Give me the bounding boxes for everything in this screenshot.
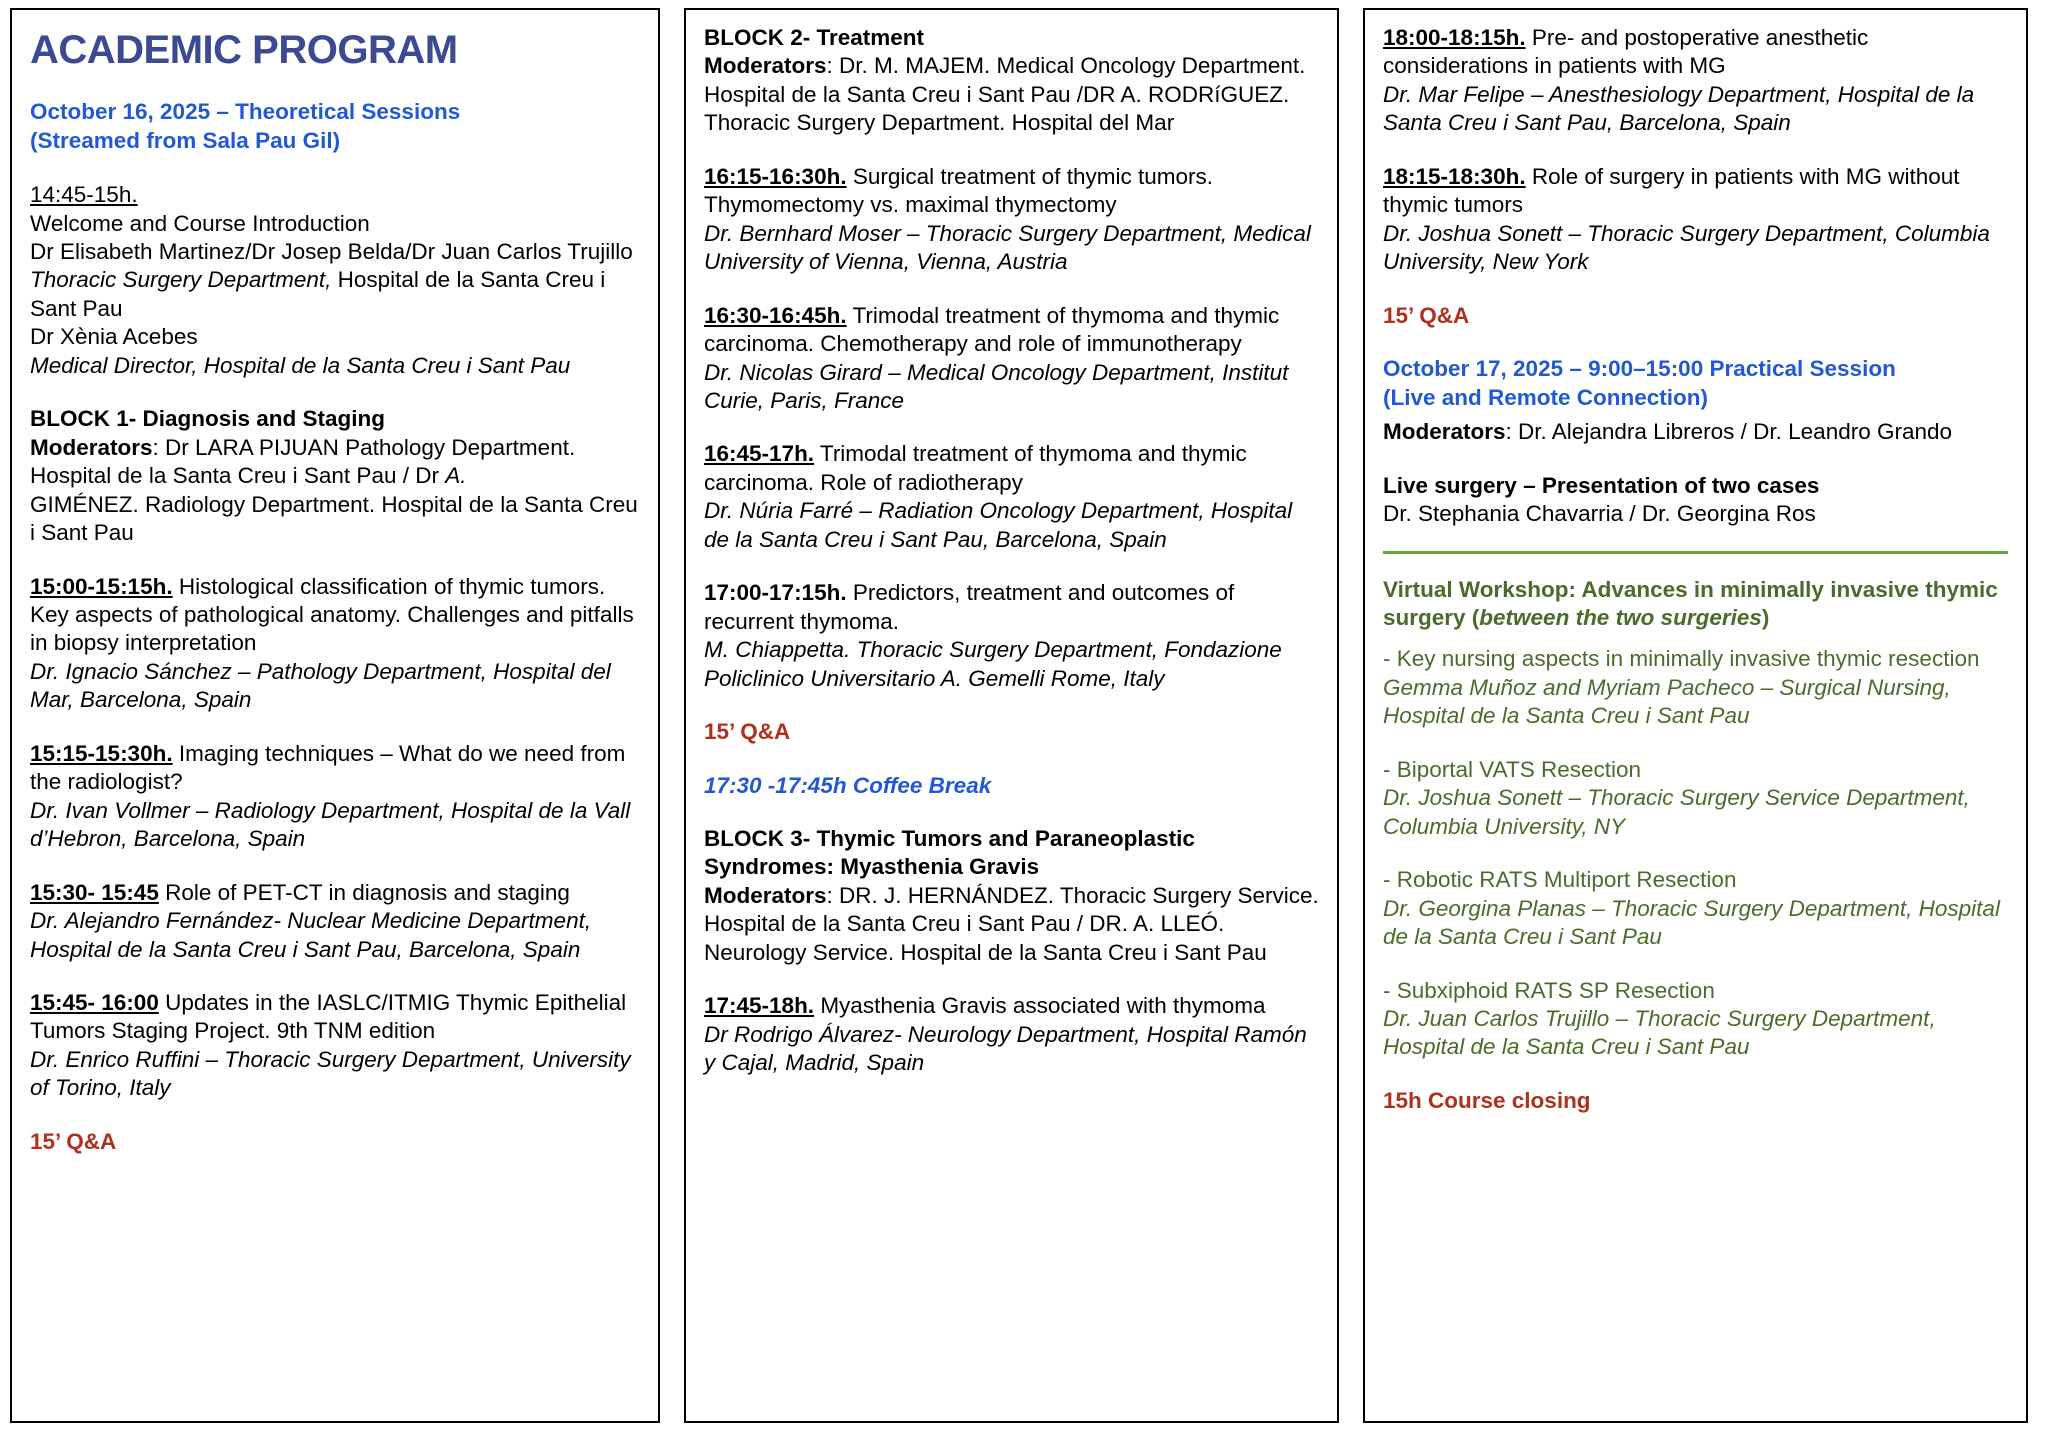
talk-item: [1383, 24, 2008, 138]
day2-moderators-text: : Dr. Alejandra Libreros / Dr. Leandro Grando: [1505, 419, 1953, 445]
talk-title-line: [30, 989, 640, 1046]
workshop-item-speaker: Dr. Juan Carlos Trujillo – Thoracic Surgery Department, Hospital de la Santa Creu i Sant Pau: [1383, 1006, 1936, 1060]
talk-title: Role of PET-CT in diagnosis and staging: [158, 879, 570, 905]
talk-item: [1383, 163, 2008, 277]
talk-item: [30, 879, 640, 964]
block2-moderators-label: Moderators: [704, 53, 827, 79]
talk-title-line: [704, 440, 1319, 497]
workshop-item: [1383, 977, 2008, 1062]
talk-title: Trimodal treatment of thymoma and thymic carcinoma. Chemotherapy and role of immunotherapy: [704, 302, 1280, 357]
block2-section: [704, 24, 1319, 138]
page-title: ACADEMIC PROGRAM: [30, 28, 458, 72]
talk-title-line: [30, 879, 640, 907]
welcome-session: [30, 181, 640, 380]
spacer: [30, 1103, 640, 1128]
talk-title-line: [704, 163, 1319, 220]
block3-moderators: [704, 882, 1319, 967]
workshop-item: [1383, 645, 2008, 730]
welcome-line3-role: Medical Director, Hospital de la Santa Creu i Sant Pau: [30, 352, 571, 378]
welcome-line1: Welcome and Course Introduction: [30, 210, 370, 236]
talk-title: Role of surgery in patients with MG without thymic tumors: [1383, 163, 1960, 218]
block2-moderators: [704, 52, 1319, 137]
talk-speaker: Dr. Núria Farré – Radiation Oncology Department, Hospital de la Santa Creu i Sant Pau, Barcelona, Spain: [704, 498, 1293, 552]
talk-title-line: [1383, 24, 2008, 81]
talk-title-line: [704, 302, 1319, 359]
day2-header-line1: October 17, 2025 – 9:00–15:00 Practical Session: [1383, 356, 1896, 382]
block1-heading: BLOCK 1- Diagnosis and Staging: [30, 406, 386, 432]
spacer: [1383, 330, 2008, 355]
block1-moderators: [30, 434, 640, 462]
talk-title-line: [704, 992, 1319, 1020]
talk-speaker: Dr. Enrico Ruffini – Thoracic Surgery Department, University of Torino, Italy: [30, 1046, 631, 1101]
welcome-dept: Thoracic Surgery Department,: [30, 267, 332, 293]
block1-mod2-a: Hospital de la Santa Creu i Sant Pau / Dr: [30, 463, 446, 489]
talk-speaker: Dr. Nicolas Girard – Medical Oncology Department, Institut Curie, Paris, France: [704, 359, 1289, 413]
spacer: [1383, 731, 2008, 756]
spacer: [30, 964, 640, 989]
block1-moderators-line2: [30, 462, 640, 490]
day1-header-line2: (Streamed from Sala Pau Gil): [30, 127, 341, 153]
day2-header: [1383, 355, 2008, 412]
talk-speaker: Dr. Alejandro Fernández- Nuclear Medicine Department, Hospital de la Santa Creu i Sant Pau, Barcelona, Spain: [30, 908, 592, 962]
talk-item: [704, 992, 1319, 1077]
live-surgery-speakers: Dr. Stephania Chavarria / Dr. Georgina Ros: [1383, 501, 1816, 527]
block1-moderators-text: : Dr LARA PIJUAN Pathology Department.: [152, 434, 576, 460]
program-column-2: [684, 8, 1339, 1423]
talk-title-line: [30, 573, 640, 658]
day1-header: [30, 98, 640, 155]
block3-section: [704, 825, 1319, 967]
talk-speaker: Dr. Mar Felipe – Anesthesiology Department, Hospital de la Santa Creu i Sant Pau, Barcelona, Spain: [1383, 81, 1975, 136]
day2-header-line2: (Live and Remote Connection): [1383, 384, 1709, 410]
talk-time: 16:45-17h.: [704, 441, 815, 467]
workshop-heading: [1383, 576, 2008, 633]
spacer: [1383, 277, 2008, 302]
workshop-item-title: - Subxiphoid RATS SP Resection: [1383, 977, 1715, 1003]
welcome-names: Dr Elisabeth Martinez/Dr Josep Belda/Dr Juan Carlos Trujillo: [30, 239, 633, 265]
talk-time: 15:15-15:30h.: [30, 740, 173, 766]
workshop-heading-italic: between the two surgeries: [1479, 605, 1762, 631]
talk-time: 15:00-15:15h.: [30, 573, 173, 599]
day1-header-line1: October 16, 2025 – Theoretical Sessions: [30, 99, 461, 124]
qa-badge: 15’ Q&A: [704, 719, 791, 745]
talk-item: [704, 302, 1319, 416]
spacer: [1383, 952, 2008, 977]
spacer: [704, 693, 1319, 718]
talk-title: Updates in the IASLC/ITMIG Thymic Epithelial Tumors Staging Project. 9th TNM edition: [30, 990, 627, 1044]
talk-speaker: Dr. Bernhard Moser – Thoracic Surgery Department, Medical University of Vienna, Vienna, Austria: [704, 220, 1311, 275]
talk-speaker: Dr. Ignacio Sánchez – Pathology Department, Hospital del Mar, Barcelona, Spain: [30, 658, 611, 713]
course-closing: 15h Course closing: [1383, 1087, 1591, 1113]
spacer: [30, 380, 640, 405]
spacer: [30, 715, 640, 740]
talk-title: Imaging techniques – What do we need from the radiologist?: [30, 740, 626, 795]
spacer: [704, 277, 1319, 302]
welcome-time: [30, 181, 640, 209]
block3-moderators-text: : DR. J. HERNÁNDEZ. Thoracic Surgery Service. Hospital de la Santa Creu i Sant Pau / DR. A. LLEÓ. Neurology Service. Hospital de la Santa Creu i Sant Pau: [704, 882, 1319, 965]
program-column-3: [1363, 8, 2028, 1423]
workshop-item-speaker: Gemma Muñoz and Myriam Pacheco – Surgical Nursing, Hospital de la Santa Creu i Sant Pau: [1383, 674, 1951, 729]
talk-title: Predictors, treatment and outcomes of recurrent thymoma.: [704, 580, 1235, 634]
block1-moderators-label: Moderators: [30, 434, 153, 460]
spacer: [1383, 841, 2008, 866]
talk-title: Trimodal treatment of thymoma and thymic carcinoma. Role of radiotherapy: [704, 441, 1247, 495]
coffee-break: 17:30 -17:45h Coffee Break: [704, 772, 992, 798]
workshop-heading-b: ): [1761, 605, 1770, 631]
block1-moderators-line3: GIMÉNEZ. Radiology Department. Hospital de la Santa Creu i Sant Pau: [30, 491, 638, 546]
talk-time: 16:30-16:45h.: [704, 302, 847, 328]
workshop-heading-a: Virtual Workshop: Advances in minimally invasive thymic surgery (: [1383, 576, 1998, 631]
block3-heading-line2: Syndromes: Myasthenia Gravis: [704, 854, 1040, 880]
spacer: [30, 548, 640, 573]
spacer: [704, 415, 1319, 440]
talk-title: Surgical treatment of thymic tumors. Thymomectomy vs. maximal thymectomy: [704, 163, 1213, 218]
talk-time: 17:00-17:15h.: [704, 580, 847, 606]
spacer: [704, 747, 1319, 772]
welcome-time-text: 14:45-15h.: [30, 182, 138, 208]
talk-time: 15:45- 16:00: [30, 990, 159, 1015]
talk-title: Histological classification of thymic tumors. Key aspects of pathological anatomy. Challenges and pitfalls in biopsy interpretation: [30, 573, 634, 656]
talk-title-line: [1383, 163, 2008, 220]
talk-time: 16:15-16:30h.: [704, 163, 847, 189]
talk-time: 18:15-18:30h.: [1383, 163, 1526, 189]
block3-heading-line1: BLOCK 3- Thymic Tumors and Paraneoplastic: [704, 825, 1195, 851]
workshop-item-title: - Key nursing aspects in minimally invasive thymic resection: [1383, 646, 1980, 672]
workshop-item-title: - Biportal VATS Resection: [1383, 756, 1642, 782]
talk-title-line: [30, 740, 640, 797]
spacer: [1383, 632, 2008, 645]
day2-moderators: [1383, 418, 2008, 446]
talk-item: [704, 440, 1319, 554]
talk-item: [704, 163, 1319, 277]
talk-item: [704, 579, 1319, 693]
spacer: [1383, 447, 2008, 472]
workshop-item-speaker: Dr. Joshua Sonett – Thoracic Surgery Service Department, Columbia University, NY: [1383, 785, 1970, 839]
talk-time: 17:45-18h.: [704, 993, 815, 1019]
talk-time: 15:30- 15:45: [30, 879, 159, 905]
talk-speaker: Dr Rodrigo Álvarez- Neurology Department, Hospital Ramón y Cajal, Madrid, Spain: [704, 1021, 1307, 1076]
talk-item: [30, 740, 640, 854]
workshop-item-title: - Robotic RATS Multiport Resection: [1383, 867, 1737, 893]
talk-speaker: Dr. Ivan Vollmer – Radiology Department, Hospital de la Vall d’Hebron, Barcelona, Spain: [30, 797, 631, 852]
talk-speaker: Dr. Joshua Sonett – Thoracic Surgery Department, Columbia University, New York: [1383, 220, 1990, 275]
talk-title: Pre- and postoperative anesthetic considerations in patients with MG: [1383, 25, 1869, 79]
spacer: [704, 554, 1319, 579]
welcome-line2: [30, 238, 640, 323]
block1-section: [30, 405, 640, 547]
spacer: [30, 854, 640, 879]
talk-time: 18:00-18:15h.: [1383, 25, 1526, 50]
welcome-hospital: Hospital de la Santa Creu i Sant Pau: [30, 267, 606, 321]
spacer: [1383, 138, 2008, 163]
block2-heading: BLOCK 2- Treatment: [704, 25, 925, 50]
spacer: [704, 967, 1319, 992]
day2-moderators-label: Moderators: [1383, 419, 1506, 445]
qa-badge: 15’ Q&A: [30, 1128, 117, 1154]
talk-speaker: M. Chiappetta. Thoracic Surgery Department, Fondazione Policlinico Universitario A. Gemelli Rome, Italy: [704, 637, 1282, 691]
workshop-item: [1383, 756, 2008, 841]
spacer: [704, 138, 1319, 163]
welcome-line3: Dr Xènia Acebes: [30, 324, 198, 350]
block2-moderators-text: : Dr. M. MAJEM. Medical Oncology Department. Hospital de la Santa Creu i Sant Pau /DR A. RODRíGUEZ. Thoracic Surgery Department. Hospital del Mar: [704, 53, 1306, 136]
block3-moderators-label: Moderators: [704, 882, 827, 908]
qa-badge: 15’ Q&A: [1383, 302, 1470, 328]
spacer: [1383, 1062, 2008, 1087]
block1-mod2-initial: A.: [445, 463, 467, 489]
live-surgery-heading: Live surgery – Presentation of two cases: [1383, 472, 1820, 498]
talk-item: [30, 989, 640, 1103]
talk-item: [30, 573, 640, 715]
talk-title: Myasthenia Gravis associated with thymoma: [814, 993, 1266, 1019]
workshop-item: [1383, 866, 2008, 951]
talk-title-line: [704, 579, 1319, 636]
section-divider: [1383, 551, 2008, 554]
spacer: [704, 800, 1319, 825]
program-column-1: [10, 8, 660, 1423]
workshop-item-speaker: Dr. Georgina Planas – Thoracic Surgery Department, Hospital de la Santa Creu i Sant Pau: [1383, 895, 2000, 950]
